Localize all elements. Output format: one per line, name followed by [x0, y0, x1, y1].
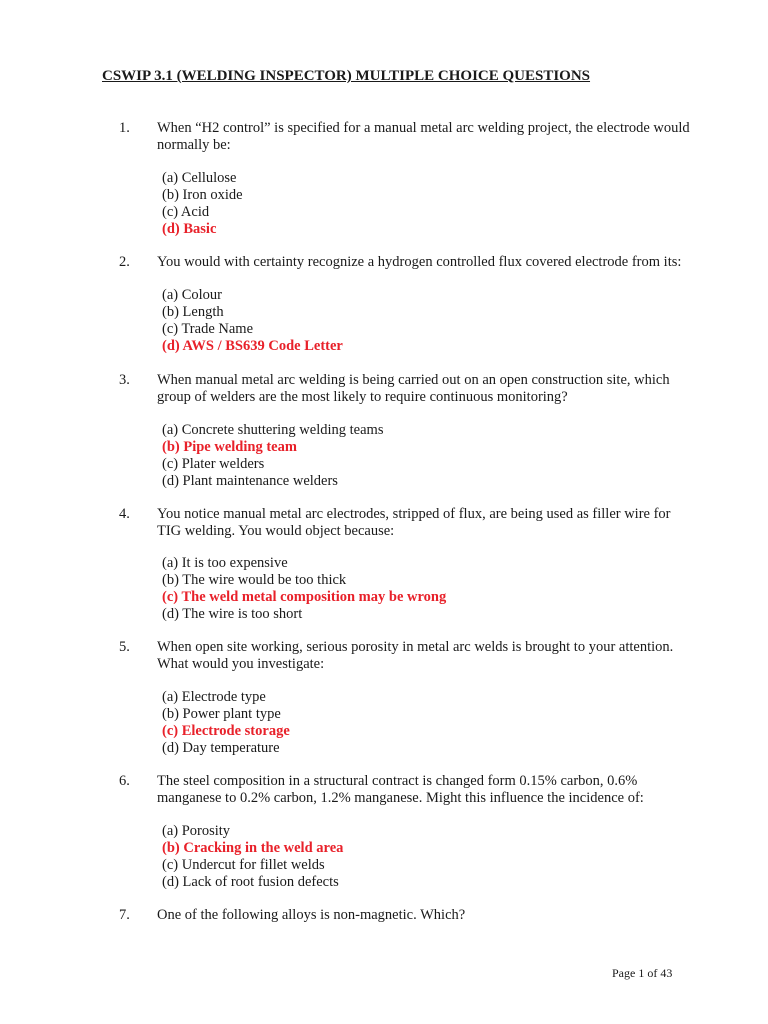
question-1-options [162, 170, 682, 238]
question-text: One of the following alloys is non-magnetic. Which? [157, 907, 466, 923]
question-text: The steel composition in a structural contract is changed form 0.15% carbon, 0.6% manganese to 0.2% carbon, 1.2% manganese. Might this influence the incidence of: [157, 773, 644, 806]
option-b: (b) Length [162, 304, 224, 320]
option-a: (a) Colour [162, 287, 222, 303]
option-b-correct: (b) Cracking in the weld area [162, 840, 344, 856]
option-a: (a) Concrete shuttering welding teams [162, 422, 384, 438]
question-number: 6. [119, 773, 130, 789]
question-number: 2. [119, 254, 130, 270]
question-text: You would with certainty recognize a hydrogen controlled flux covered electrode from its: [157, 254, 682, 270]
question-3-options [162, 422, 682, 490]
option-c: (c) Trade Name [162, 321, 254, 337]
option-b-correct: (b) Pipe welding team [162, 439, 297, 455]
option-d: (d) Plant maintenance welders [162, 473, 338, 489]
question-text: When manual metal arc welding is being carried out on an open construction site, which group of welders are the most likely to require continuous monitoring? [157, 372, 670, 405]
question-text: When open site working, serious porosity in metal arc welds is brought to your attention. What would you investigate: [157, 639, 674, 672]
question-4-options [162, 555, 682, 623]
option-d: (d) Lack of root fusion defects [162, 874, 339, 890]
option-d: (d) The wire is too short [162, 606, 303, 622]
option-a: (a) Cellulose [162, 170, 237, 186]
question-2-options [162, 287, 682, 355]
option-c-correct: (c) Electrode storage [162, 723, 290, 739]
option-b: (b) Power plant type [162, 706, 281, 722]
question-number: 4. [119, 506, 130, 522]
option-c: (c) Acid [162, 204, 210, 220]
page-number: Page 1 of 43 [612, 966, 673, 980]
option-c-correct: (c) The weld metal composition may be wrong [162, 589, 447, 605]
option-a: (a) Porosity [162, 823, 231, 839]
option-b: (b) The wire would be too thick [162, 572, 347, 588]
question-6-options [162, 823, 682, 891]
option-a: (a) Electrode type [162, 689, 266, 705]
question-number: 5. [119, 639, 130, 655]
question-number: 3. [119, 372, 130, 388]
option-d-correct: (d) Basic [162, 221, 217, 237]
option-c: (c) Plater welders [162, 456, 265, 472]
question-text: When “H2 control” is specified for a manual metal arc welding project, the electrode would normally be: [157, 120, 690, 153]
option-d: (d) Day temperature [162, 740, 280, 756]
question-text: You notice manual metal arc electrodes, stripped of flux, are being used as filler wire for TIG welding. You would object because: [157, 506, 671, 539]
question-5-options [162, 689, 682, 757]
document-title: CSWIP 3.1 (WELDING INSPECTOR) MULTIPLE CHOICE QUESTIONS [102, 68, 591, 84]
question-number: 1. [119, 120, 130, 136]
question-number: 7. [119, 907, 130, 923]
option-d-correct: (d) AWS / BS639 Code Letter [162, 338, 343, 354]
option-c: (c) Undercut for fillet welds [162, 857, 325, 873]
option-b: (b) Iron oxide [162, 187, 243, 203]
option-a: (a) It is too expensive [162, 555, 288, 571]
